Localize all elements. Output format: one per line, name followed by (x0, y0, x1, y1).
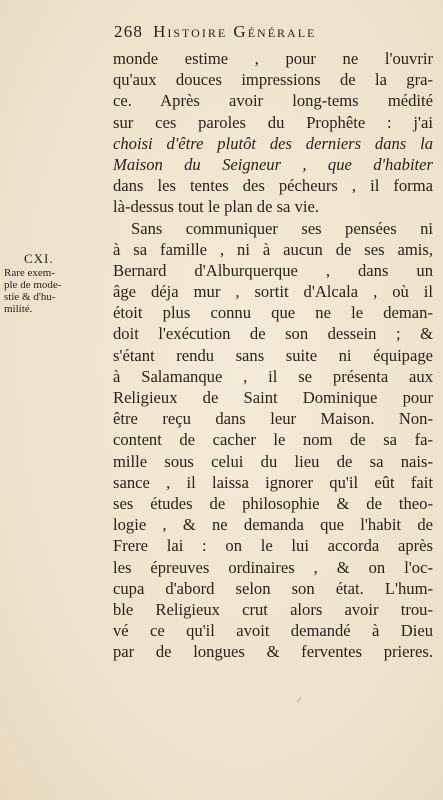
text-line (113, 48, 433, 69)
text-line (113, 239, 433, 260)
text-line (113, 366, 433, 387)
text-line (113, 429, 433, 450)
text-line-content: ses études de philosophie & de theo- (113, 493, 433, 513)
page-number: 268 (114, 22, 144, 41)
text-line-content: vé ce qu'il avoit demandé à Dieu (113, 621, 433, 641)
text-line-content: être reçu dans leur Maison. Non- (113, 409, 433, 429)
text-line (113, 345, 433, 366)
text-line-content: content de cacher le nom de sa fa- (113, 430, 433, 450)
text-line (113, 641, 433, 662)
text-line (113, 408, 433, 429)
text-line (113, 578, 433, 599)
running-header (114, 22, 432, 42)
text-line (113, 260, 433, 281)
text-line-content: choisi d'être plutôt des derniers dans la (113, 133, 433, 153)
text-line (113, 535, 433, 556)
text-line-content: sance , il laissa ignorer qu'il eût fait (113, 472, 433, 492)
text-line-content: Sans communiquer ses pensées ni (131, 218, 433, 238)
text-line (113, 302, 433, 323)
text-line-content: Bernard d'Alburquerque , dans un (113, 260, 433, 280)
text-line-content: monde estime , pour ne l'ouvrir (113, 49, 433, 68)
text-line-content: là-dessus tout le plan de sa vie. (113, 197, 319, 217)
text-line-content: les épreuves ordinaires , & on l'oc- (113, 557, 433, 577)
text-line-content: ce. Après avoir long-tems médité (113, 91, 433, 111)
text-line-content: étoit plus connu que ne le deman- (113, 303, 433, 323)
text-line (113, 175, 433, 196)
text-line-content: mille sous celui du lieu de sa nais- (113, 451, 433, 471)
text-line-content: logie , & ne demanda que l'habit de (113, 515, 433, 535)
text-line-content: doit l'exécution de son dessein ; & (113, 324, 433, 344)
running-title: Histoire Générale (153, 22, 317, 41)
text-line-content: Maison du Seigneur , que d'habiter (113, 154, 433, 174)
marginal-note-line: milité. (4, 303, 33, 315)
text-line-content: par de longues & ferventes prieres. (113, 642, 433, 662)
text-line-content: cupa d'abord selon son état. L'hum- (113, 578, 433, 598)
text-line (113, 154, 433, 175)
text-line (113, 493, 433, 514)
text-line (113, 557, 433, 578)
chapter-number: CXI. (24, 251, 54, 266)
marginal-note-line: Rare exem- (4, 267, 55, 279)
paper-speck (296, 697, 301, 703)
text-line (113, 599, 433, 620)
text-line-content: s'étant rendu sans suite ni équipage (113, 345, 433, 365)
text-line (113, 196, 433, 217)
text-line (113, 218, 433, 239)
text-line-content: dans les tentes des pécheurs , il forma (113, 176, 433, 196)
text-line-content: qu'aux douces impressions de la gra- (113, 70, 433, 90)
text-line (113, 514, 433, 535)
body-text (113, 48, 433, 662)
text-line-content: à sa famille , ni à aucun de ses amis, (113, 239, 433, 259)
text-line (113, 90, 433, 111)
text-line (113, 112, 433, 133)
marginal-note-line: stie & d'hu- (4, 291, 56, 303)
marginal-note-line: ple de mode- (4, 279, 62, 291)
text-line-content: ble Religieux crut alors avoir trou- (113, 599, 433, 619)
text-line (113, 69, 433, 90)
text-line (113, 133, 433, 154)
text-line (113, 281, 433, 302)
text-line-content: sur ces paroles du Prophête : j'ai (113, 112, 433, 132)
text-line-content: âge déja mur , sortit d'Alcala , où il (113, 282, 433, 302)
text-line (113, 451, 433, 472)
text-line-content: à Salamanque , il se présenta aux (113, 366, 433, 386)
text-line (113, 323, 433, 344)
text-line (113, 472, 433, 493)
text-line-content: Religieux de Saint Dominique pour (113, 388, 433, 407)
text-line (113, 620, 433, 641)
text-line (113, 387, 433, 408)
marginal-note (4, 253, 104, 315)
text-line-content: Frere lai : on le lui accorda après (113, 536, 433, 556)
